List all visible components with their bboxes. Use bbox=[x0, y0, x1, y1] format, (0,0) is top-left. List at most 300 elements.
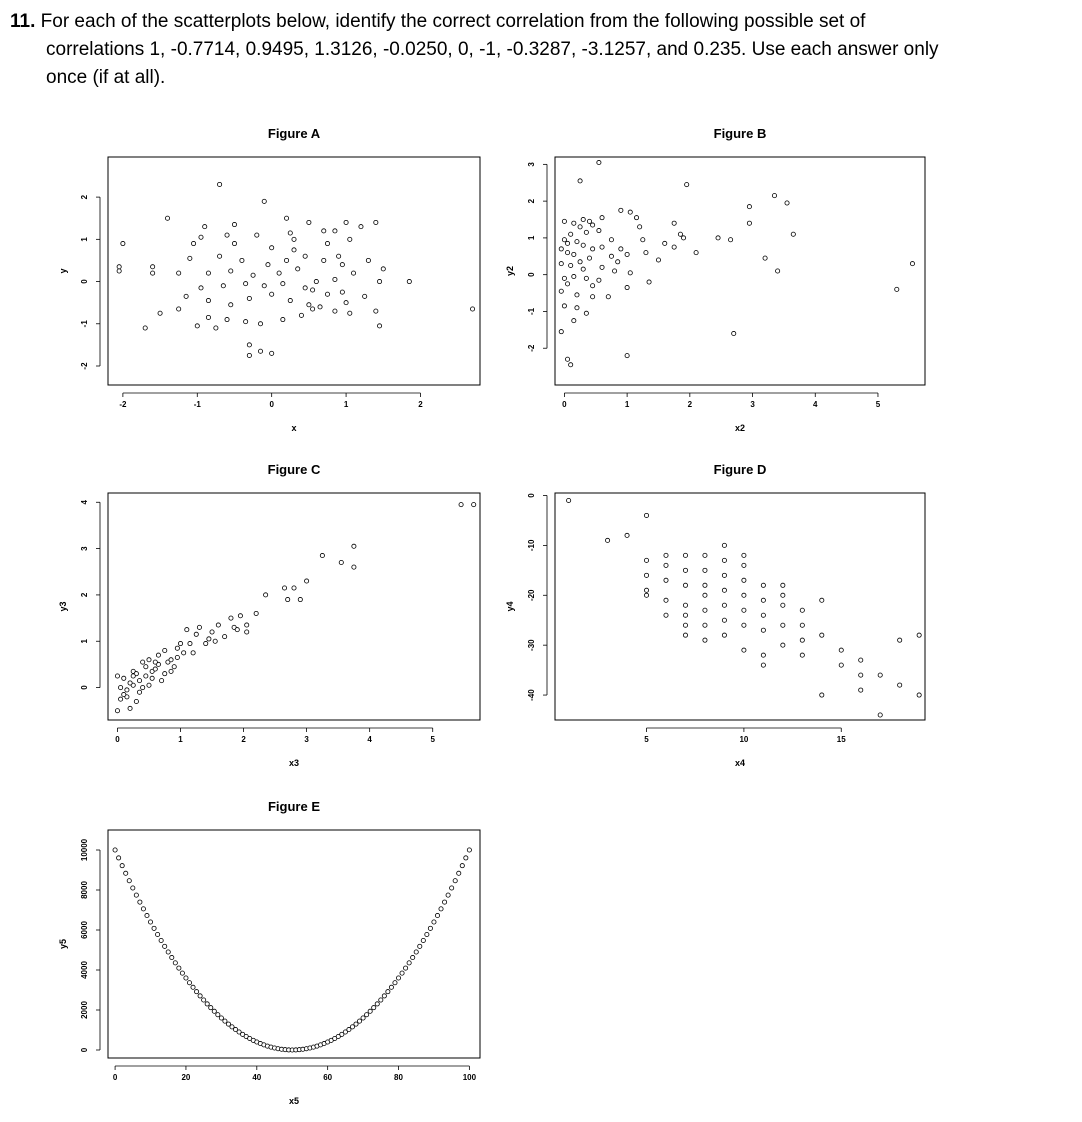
data-point bbox=[763, 256, 767, 260]
data-point bbox=[761, 653, 765, 657]
x-tick-label: 15 bbox=[836, 735, 846, 744]
data-point bbox=[372, 1006, 376, 1010]
data-point bbox=[292, 248, 296, 252]
data-point bbox=[565, 241, 569, 245]
data-point bbox=[166, 950, 170, 954]
data-point bbox=[584, 230, 588, 234]
data-point bbox=[664, 578, 668, 582]
data-point bbox=[683, 633, 687, 637]
data-point bbox=[878, 673, 882, 677]
data-point bbox=[150, 676, 154, 680]
plot-frame bbox=[108, 157, 480, 385]
data-point bbox=[664, 553, 668, 557]
data-point bbox=[742, 553, 746, 557]
data-point bbox=[800, 653, 804, 657]
figure-a bbox=[58, 126, 480, 433]
data-point bbox=[742, 623, 746, 627]
data-point bbox=[194, 632, 198, 636]
x-tick-label: 0 bbox=[112, 1073, 118, 1082]
data-point bbox=[569, 363, 573, 367]
figure-e bbox=[58, 799, 480, 1106]
data-point bbox=[195, 324, 199, 328]
data-point bbox=[333, 309, 337, 313]
data-point bbox=[644, 513, 648, 517]
question-line-2: correlations 1, -0.7714, 0.9495, 1.3126, -0.0250, 0, -1, -0.3287, -3.1257, and 0.235. Use each answer only bbox=[46, 39, 939, 60]
data-point bbox=[151, 271, 155, 275]
data-point bbox=[562, 276, 566, 280]
data-point bbox=[800, 623, 804, 627]
data-point bbox=[205, 1002, 209, 1006]
y-tick-label: 2 bbox=[80, 194, 89, 200]
question-number: 11. bbox=[10, 11, 36, 32]
data-point bbox=[322, 258, 326, 262]
data-point bbox=[634, 216, 638, 220]
y-tick-label: -2 bbox=[527, 344, 536, 352]
y-axis-label: y5 bbox=[58, 938, 68, 950]
data-point bbox=[418, 944, 422, 948]
data-point bbox=[158, 311, 162, 315]
data-point bbox=[277, 271, 281, 275]
data-point bbox=[379, 998, 383, 1002]
data-point bbox=[148, 920, 152, 924]
data-point bbox=[569, 232, 573, 236]
data-point bbox=[184, 294, 188, 298]
x-tick-label: 100 bbox=[462, 1073, 477, 1082]
data-point bbox=[761, 663, 765, 667]
data-point bbox=[382, 994, 386, 998]
data-point bbox=[281, 282, 285, 286]
x-tick-label: 2 bbox=[241, 735, 246, 744]
data-point bbox=[124, 871, 128, 875]
data-point bbox=[296, 267, 300, 271]
data-point bbox=[127, 879, 131, 883]
data-point bbox=[348, 311, 352, 315]
data-point bbox=[683, 603, 687, 607]
data-point bbox=[644, 558, 648, 562]
data-point bbox=[641, 238, 645, 242]
data-point bbox=[638, 225, 642, 229]
data-point bbox=[303, 254, 307, 258]
data-point bbox=[606, 295, 610, 299]
data-point bbox=[177, 271, 181, 275]
data-point bbox=[191, 651, 195, 655]
data-point bbox=[562, 219, 566, 223]
data-point bbox=[559, 247, 563, 251]
data-point bbox=[348, 237, 352, 241]
data-point bbox=[238, 614, 242, 618]
data-point bbox=[800, 638, 804, 642]
data-point bbox=[229, 303, 233, 307]
data-point bbox=[207, 637, 211, 641]
data-point bbox=[169, 669, 173, 673]
data-point bbox=[393, 981, 397, 985]
data-point bbox=[153, 667, 157, 671]
question-line-3: once (if at all). bbox=[46, 67, 166, 88]
data-point bbox=[421, 938, 425, 942]
data-point bbox=[587, 219, 591, 223]
data-point bbox=[225, 233, 229, 237]
x-axis-label: x2 bbox=[734, 423, 746, 433]
data-point bbox=[251, 273, 255, 277]
figure-title: Figure B bbox=[713, 126, 767, 141]
x-axis-label: x4 bbox=[734, 758, 746, 768]
data-point bbox=[147, 683, 151, 687]
y-tick-label: -2 bbox=[80, 362, 89, 370]
y-tick-label: -30 bbox=[527, 639, 536, 651]
data-point bbox=[113, 848, 117, 852]
x-tick-label: 2 bbox=[687, 400, 693, 409]
data-point bbox=[258, 322, 262, 326]
y-tick-label: 1 bbox=[527, 235, 536, 241]
y-tick-label: -40 bbox=[527, 689, 536, 701]
data-point bbox=[322, 229, 326, 233]
data-point bbox=[683, 623, 687, 627]
data-point bbox=[374, 220, 378, 224]
data-point bbox=[591, 295, 595, 299]
data-point bbox=[365, 1013, 369, 1017]
data-point bbox=[144, 665, 148, 669]
data-point bbox=[170, 955, 174, 959]
data-point bbox=[191, 241, 195, 245]
data-point bbox=[311, 288, 315, 292]
data-point bbox=[591, 284, 595, 288]
data-point bbox=[453, 879, 457, 883]
y-tick-label: -10 bbox=[527, 539, 536, 552]
data-point bbox=[559, 262, 563, 266]
data-point bbox=[185, 628, 189, 632]
data-point bbox=[407, 279, 411, 283]
data-point bbox=[286, 597, 290, 601]
x-tick-label: 60 bbox=[323, 1073, 333, 1082]
data-point bbox=[325, 292, 329, 296]
data-point bbox=[218, 182, 222, 186]
x-tick-label: 5 bbox=[875, 400, 881, 409]
data-point bbox=[578, 179, 582, 183]
data-point bbox=[206, 271, 210, 275]
y-tick-label: 2000 bbox=[80, 1001, 89, 1019]
data-point bbox=[644, 593, 648, 597]
figure-b bbox=[505, 126, 925, 433]
data-point bbox=[683, 583, 687, 587]
data-point bbox=[141, 660, 145, 664]
data-point bbox=[565, 251, 569, 255]
data-point bbox=[240, 258, 244, 262]
data-point bbox=[188, 256, 192, 260]
data-point bbox=[188, 641, 192, 645]
data-point bbox=[703, 623, 707, 627]
data-point bbox=[366, 258, 370, 262]
data-point bbox=[761, 583, 765, 587]
data-point bbox=[134, 893, 138, 897]
data-point bbox=[320, 553, 324, 557]
data-point bbox=[722, 573, 726, 577]
data-point bbox=[254, 611, 258, 615]
y-tick-label: 4 bbox=[80, 500, 89, 505]
data-point bbox=[800, 608, 804, 612]
data-point bbox=[314, 279, 318, 283]
data-point bbox=[117, 265, 121, 269]
data-point bbox=[460, 864, 464, 868]
data-point bbox=[292, 237, 296, 241]
data-point bbox=[917, 633, 921, 637]
y-tick-label: 0 bbox=[80, 279, 89, 284]
data-point bbox=[214, 326, 218, 330]
data-point bbox=[229, 269, 233, 273]
data-point bbox=[625, 252, 629, 256]
data-point bbox=[605, 538, 609, 542]
x-tick-label: 4 bbox=[367, 735, 372, 744]
data-point bbox=[203, 225, 207, 229]
data-point bbox=[325, 241, 329, 245]
data-point bbox=[354, 1022, 358, 1026]
data-point bbox=[747, 221, 751, 225]
data-point bbox=[141, 685, 145, 689]
data-point bbox=[569, 263, 573, 267]
y-tick-label: 2 bbox=[80, 592, 89, 598]
data-point bbox=[742, 563, 746, 567]
data-point bbox=[232, 222, 236, 226]
data-point bbox=[137, 690, 141, 694]
data-point bbox=[182, 651, 186, 655]
data-point bbox=[663, 241, 667, 245]
data-point bbox=[156, 932, 160, 936]
y-tick-label: 8000 bbox=[80, 881, 89, 899]
x-axis-label: x5 bbox=[288, 1096, 300, 1106]
data-point bbox=[386, 990, 390, 994]
x-axis-label: x3 bbox=[288, 758, 300, 768]
y-tick-label: -20 bbox=[527, 589, 536, 602]
data-point bbox=[152, 926, 156, 930]
data-point bbox=[625, 533, 629, 537]
x-tick-label: 1 bbox=[343, 400, 349, 409]
data-point bbox=[625, 353, 629, 357]
data-point bbox=[619, 208, 623, 212]
data-point bbox=[307, 303, 311, 307]
data-point bbox=[722, 558, 726, 562]
data-point bbox=[352, 565, 356, 569]
data-point bbox=[131, 674, 135, 678]
data-point bbox=[457, 871, 461, 875]
data-point bbox=[143, 326, 147, 330]
data-point bbox=[115, 674, 119, 678]
data-point bbox=[169, 658, 173, 662]
data-point bbox=[578, 225, 582, 229]
data-point bbox=[153, 660, 157, 664]
data-point bbox=[578, 260, 582, 264]
data-point bbox=[761, 628, 765, 632]
data-point bbox=[351, 271, 355, 275]
data-point bbox=[344, 301, 348, 305]
data-point bbox=[600, 245, 604, 249]
data-point bbox=[218, 254, 222, 258]
data-point bbox=[584, 311, 588, 315]
data-point bbox=[199, 286, 203, 290]
x-axis-label: x bbox=[291, 423, 297, 433]
y-axis-label: y2 bbox=[505, 265, 515, 277]
data-point bbox=[616, 260, 620, 264]
data-point bbox=[141, 907, 145, 911]
data-point bbox=[299, 313, 303, 317]
data-point bbox=[407, 961, 411, 965]
data-point bbox=[587, 256, 591, 260]
data-point bbox=[575, 293, 579, 297]
y-tick-label: 1 bbox=[80, 237, 89, 242]
data-point bbox=[656, 258, 660, 262]
data-point bbox=[318, 305, 322, 309]
x-tick-label: 5 bbox=[430, 735, 435, 744]
data-point bbox=[223, 635, 227, 639]
data-point bbox=[694, 251, 698, 255]
data-point bbox=[137, 679, 141, 683]
x-tick-label: -1 bbox=[193, 400, 201, 409]
data-point bbox=[359, 225, 363, 229]
data-point bbox=[128, 706, 132, 710]
y-tick-label: -1 bbox=[80, 320, 89, 328]
data-point bbox=[597, 228, 601, 232]
data-point bbox=[742, 608, 746, 612]
data-point bbox=[339, 560, 343, 564]
data-point bbox=[575, 306, 579, 310]
data-point bbox=[442, 900, 446, 904]
figure-title: Figure A bbox=[267, 126, 321, 141]
data-point bbox=[644, 588, 648, 592]
figure-title: Figure D bbox=[713, 462, 767, 477]
data-point bbox=[400, 971, 404, 975]
data-point bbox=[121, 241, 125, 245]
data-point bbox=[644, 251, 648, 255]
data-point bbox=[117, 269, 121, 273]
data-point bbox=[187, 981, 191, 985]
data-point bbox=[180, 971, 184, 975]
data-point bbox=[120, 864, 124, 868]
data-point bbox=[781, 623, 785, 627]
data-point bbox=[464, 856, 468, 860]
y-tick-label: 3 bbox=[527, 162, 536, 167]
figure-c bbox=[58, 462, 480, 768]
data-point bbox=[175, 646, 179, 650]
data-point bbox=[722, 543, 726, 547]
data-point bbox=[591, 223, 595, 227]
data-point bbox=[435, 913, 439, 917]
data-point bbox=[619, 247, 623, 251]
data-point bbox=[284, 258, 288, 262]
x-tick-label: 0 bbox=[562, 400, 567, 409]
data-point bbox=[742, 593, 746, 597]
data-point bbox=[703, 568, 707, 572]
data-point bbox=[672, 245, 676, 249]
data-point bbox=[244, 282, 248, 286]
data-point bbox=[562, 304, 566, 308]
data-point bbox=[820, 693, 824, 697]
data-point bbox=[609, 254, 613, 258]
data-point bbox=[377, 279, 381, 283]
x-tick-label: 0 bbox=[115, 735, 120, 744]
data-point bbox=[288, 231, 292, 235]
data-point bbox=[311, 307, 315, 311]
data-point bbox=[747, 205, 751, 209]
data-point bbox=[374, 309, 378, 313]
data-point bbox=[213, 639, 217, 643]
data-point bbox=[683, 568, 687, 572]
data-point bbox=[565, 282, 569, 286]
data-point bbox=[672, 221, 676, 225]
data-point bbox=[197, 625, 201, 629]
data-point bbox=[175, 655, 179, 659]
data-point bbox=[333, 277, 337, 281]
data-point bbox=[292, 586, 296, 590]
data-point bbox=[450, 886, 454, 890]
data-point bbox=[761, 613, 765, 617]
data-point bbox=[219, 1016, 223, 1020]
question-line-1: For each of the scatterplots below, identify the correct correlation from the following possible set of bbox=[40, 11, 866, 32]
data-point bbox=[859, 658, 863, 662]
data-point bbox=[225, 317, 229, 321]
data-point bbox=[703, 608, 707, 612]
data-point bbox=[125, 688, 129, 692]
data-point bbox=[439, 907, 443, 911]
data-point bbox=[245, 630, 249, 634]
y-tick-label: 0 bbox=[80, 685, 89, 690]
data-point bbox=[262, 284, 266, 288]
y-tick-label: 4000 bbox=[80, 961, 89, 979]
data-point bbox=[572, 221, 576, 225]
data-point bbox=[722, 603, 726, 607]
data-point bbox=[177, 966, 181, 970]
data-point bbox=[716, 236, 720, 240]
data-point bbox=[209, 1006, 213, 1010]
figure-title: Figure E bbox=[267, 799, 321, 814]
data-point bbox=[163, 944, 167, 948]
data-point bbox=[284, 216, 288, 220]
data-point bbox=[664, 613, 668, 617]
data-point bbox=[210, 630, 214, 634]
data-point bbox=[147, 658, 151, 662]
data-point bbox=[703, 593, 707, 597]
data-point bbox=[859, 688, 863, 692]
y-axis-label: y bbox=[58, 268, 68, 274]
data-point bbox=[229, 616, 233, 620]
data-point bbox=[363, 294, 367, 298]
data-point bbox=[245, 623, 249, 627]
data-point bbox=[910, 262, 914, 266]
data-point bbox=[357, 1019, 361, 1023]
data-point bbox=[404, 966, 408, 970]
data-point bbox=[377, 324, 381, 328]
y-tick-label: 10000 bbox=[80, 838, 89, 862]
data-point bbox=[428, 926, 432, 930]
data-point bbox=[600, 265, 604, 269]
data-point bbox=[223, 1019, 227, 1023]
plot-frame bbox=[555, 493, 925, 720]
y-tick-label: 3 bbox=[80, 546, 89, 551]
data-point bbox=[270, 292, 274, 296]
data-point bbox=[703, 638, 707, 642]
y-tick-label: 0 bbox=[527, 272, 536, 277]
data-point bbox=[244, 320, 248, 324]
data-point bbox=[198, 994, 202, 998]
data-point bbox=[178, 641, 182, 645]
data-point bbox=[575, 239, 579, 243]
data-point bbox=[247, 343, 251, 347]
data-point bbox=[612, 269, 616, 273]
data-point bbox=[572, 274, 576, 278]
data-point bbox=[396, 976, 400, 980]
data-point bbox=[270, 246, 274, 250]
data-point bbox=[761, 598, 765, 602]
data-point bbox=[581, 217, 585, 221]
data-point bbox=[173, 961, 177, 965]
data-point bbox=[122, 692, 126, 696]
